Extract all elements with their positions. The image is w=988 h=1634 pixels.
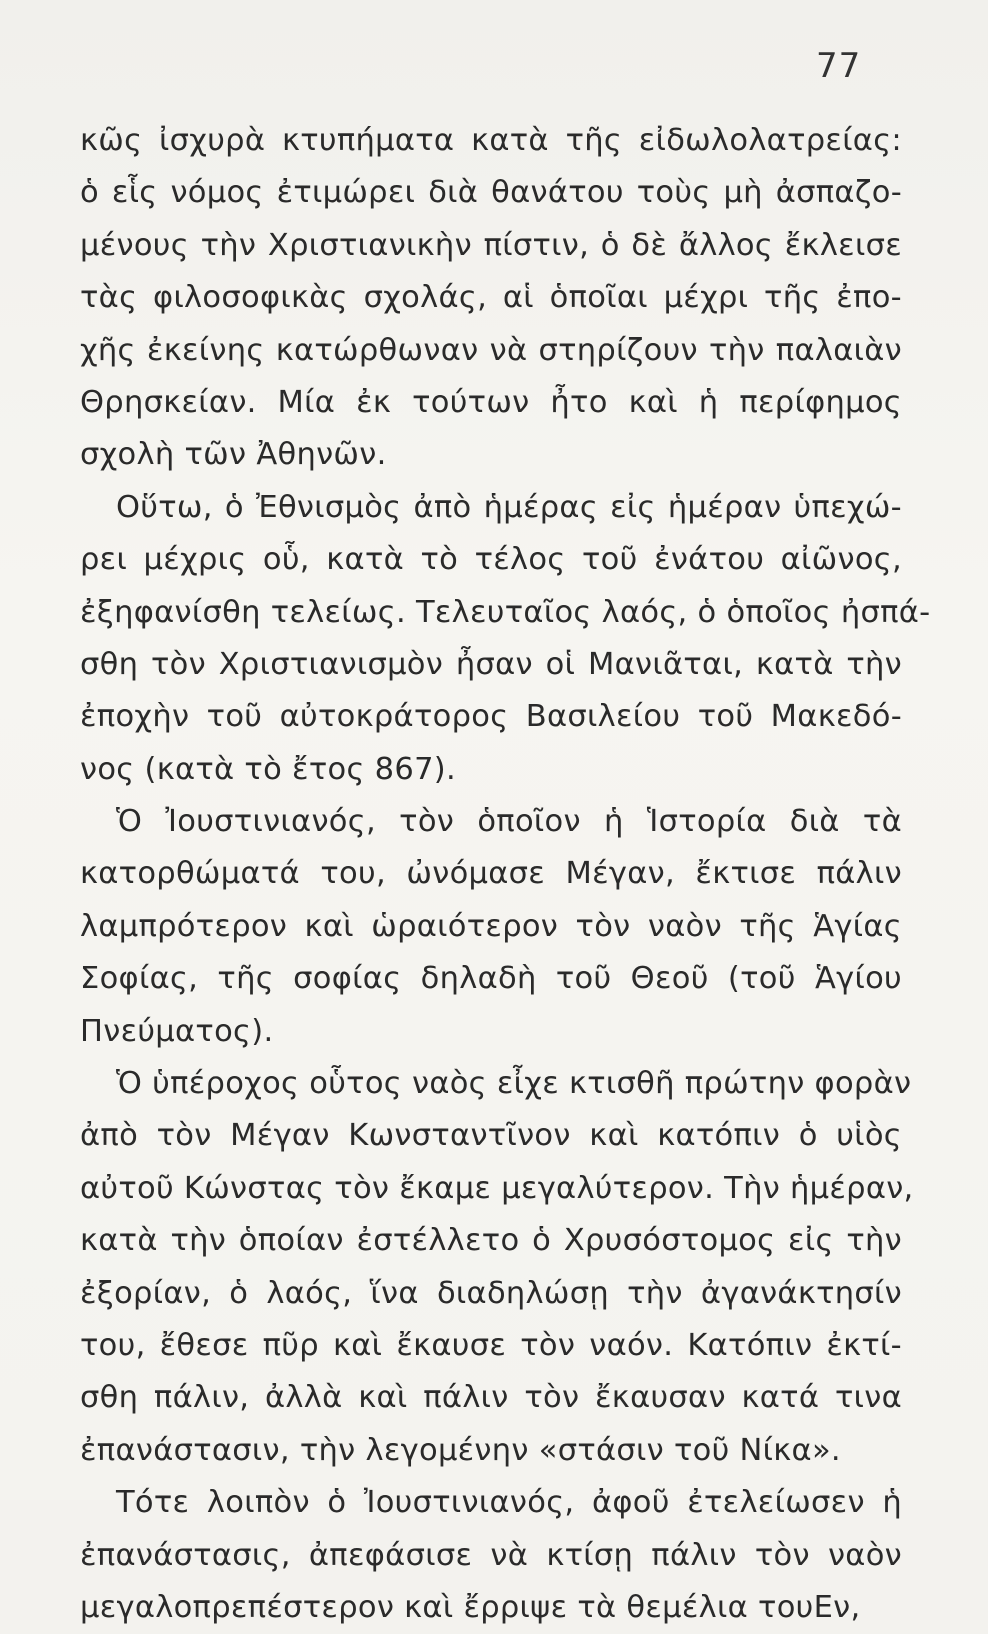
text-line: χῆς ἐκείνης κατώρθωναν νὰ στηρίζουν τὴν παλαιὰν [80, 332, 902, 368]
text-line: κῶς ἰσχυρὰ κτυπήματα κατὰ τῆς εἰδωλολατρείας: [80, 123, 902, 158]
text-line: σθη τὸν Χριστιανισμὸν ἦσαν οἱ Μανιᾶται, κατὰ τὴν [80, 646, 902, 682]
text-line: κατορθώματά του, ὠνόμασε Μέγαν, ἔκτισε πάλιν [80, 856, 902, 892]
text-line: τὰς φιλοσοφικὰς σχολάς, αἱ ὁποῖαι μέχρι τῆς ἐπο- [80, 280, 902, 316]
text-line: ὁ εἷς νόμος ἐτιμώρει διὰ θανάτου τοὺς μὴ ἀσπαζο- [80, 175, 902, 211]
text-line: ἐξορίαν, ὁ λαός, ἵνα διαδηλώσῃ τὴν ἀγανάκτησίν [80, 1275, 902, 1311]
text-line: του, ἔθεσε πῦρ καὶ ἔκαυσε τὸν ναόν. Κατόπιν ἐκτί- [80, 1327, 902, 1363]
text-line: ρει μέχρις οὗ, κατὰ τὸ τέλος τοῦ ἐνάτου αἰῶνος, [80, 542, 902, 578]
text-line: Πνεύματος). [80, 1013, 274, 1049]
text-line: κατὰ τὴν ὁποίαν ἐστέλλετο ὁ Χρυσόστομος εἰς τὴν [80, 1223, 902, 1259]
text-line: σχολὴ τῶν Ἀθηνῶν. [80, 437, 387, 473]
text-line: Σοφίας, τῆς σοφίας δηλαδὴ τοῦ Θεοῦ (τοῦ Ἁγίου [80, 961, 902, 997]
text-line: λαμπρότερον καὶ ὡραιότερον τὸν ναὸν τῆς Ἁγίας [80, 908, 902, 944]
text-line: αὐτοῦ Κώνστας τὸν ἔκαμε μεγαλύτερον. Τὴν ἡμέραν, [80, 1170, 914, 1206]
text-line: Ὁ Ἰουστινιανός, τὸν ὁποῖον ἡ Ἱστορία διὰ τὰ [116, 804, 902, 840]
text-line: Οὕτω, ὁ Ἐθνισμὸς ἀπὸ ἡμέρας εἰς ἡμέραν ὑπεχώ- [116, 489, 902, 525]
text-line: Ὁ ὑπέροχος οὗτος ναὸς εἶχε κτισθῆ πρώτην φορὰν [116, 1066, 912, 1102]
text-line: ἐπανάστασιν, τὴν λεγομένην «στάσιν τοῦ Νίκα». [80, 1432, 841, 1468]
text-line: νος (κατὰ τὸ ἔτος 867). [80, 751, 456, 787]
body-text [80, 115, 931, 1634]
text-line: ἐποχὴν τοῦ αὐτοκράτορος Βασιλείου τοῦ Μακεδό- [80, 699, 902, 735]
text-line: ἐπανάστασις, ἀπεφάσισε νὰ κτίσῃ πάλιν τὸν ναὸν [80, 1537, 902, 1573]
text-line: ἐξηφανίσθη τελείως. Τελευταῖος λαός, ὁ ὁποῖος ἠσπά- [80, 594, 931, 630]
text-line: Θρησκείαν. Μία ἐκ τούτων ἦτο καὶ ἡ περίφημος [80, 384, 902, 420]
page-number: 77 [816, 46, 862, 86]
text-line: σθη πάλιν, ἀλλὰ καὶ πάλιν τὸν ἔκαυσαν κατά τινα [80, 1380, 902, 1416]
text-line: ἀπὸ τὸν Μέγαν Κωνσταντῖνον καὶ κατόπιν ὁ υἱὸς [80, 1118, 902, 1154]
text-line: μεγαλοπρεπέστερον καὶ ἔρριψε τὰ θεμέλια τουΕν, [80, 1589, 861, 1625]
text-line: Τότε λοιπὸν ὁ Ἰουστινιανός, ἀφοῦ ἐτελείωσεν ἡ [116, 1485, 902, 1521]
text-line: μένους τὴν Χριστιανικὴν πίστιν, ὁ δὲ ἄλλος ἔκλεισε [80, 227, 902, 263]
